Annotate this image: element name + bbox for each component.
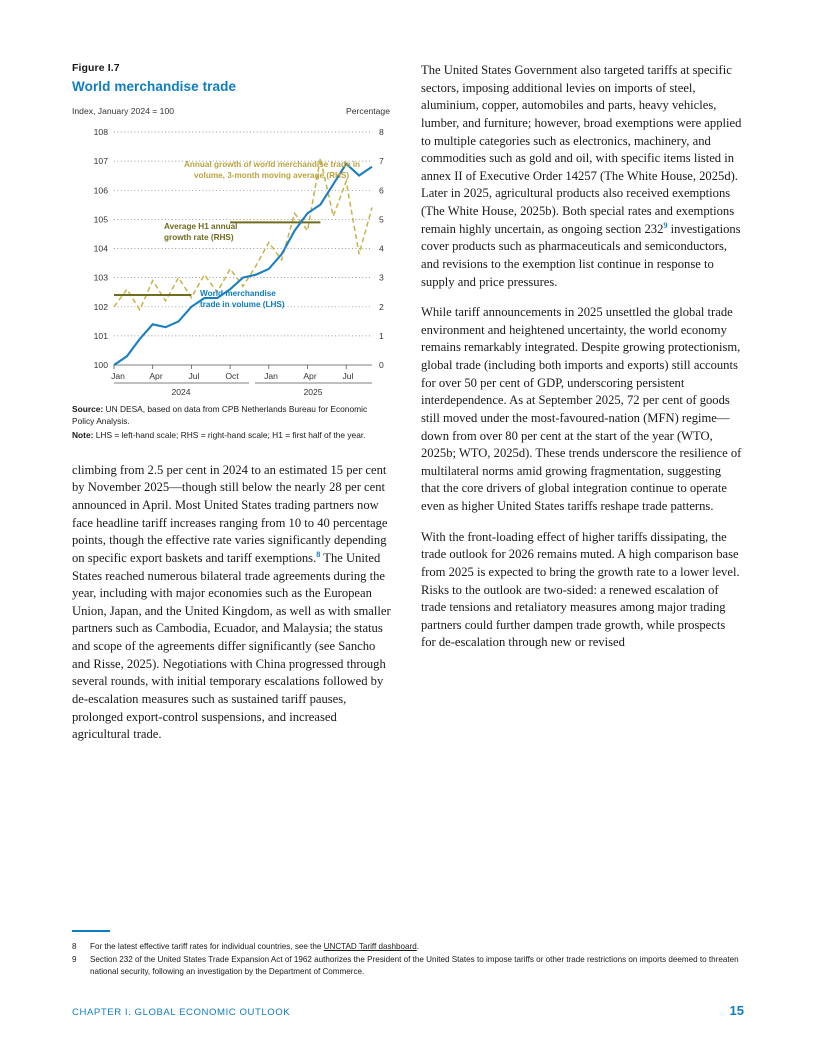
- paragraph-text-continued: investigations cover products such as pharmaceuticals and semiconductors, and revisions to the exemption list continue in response to supply and price pressures.: [421, 221, 741, 289]
- series-trade-volume: [114, 164, 372, 365]
- svg-text:108: 108: [93, 127, 108, 137]
- figure-note-text: LHS = left-hand scale; RHS = right-hand scale; H1 = first half of the year.: [93, 430, 366, 441]
- svg-text:0: 0: [379, 360, 384, 370]
- paragraph-text: The United States Government also targeted tariffs at specific sectors, imposing additional levies on imports of steel, aluminium, copper, automobiles and parts, heavy vehicles, lumber, and furniture; however, broad exemptions were applied to multiple categories such as electronics, machinery, and commodities such as gold and oil, with specific items listed in annex II of Executive Order 14257 (The White House, 2025d). Later in 2025, agricultural products also received exemptions (The White House, 2025b). Both special rates and exemptions remain highly uncertain, as ongoing section 232: [421, 63, 742, 236]
- annotation-h1-average: [164, 222, 237, 242]
- svg-text:106: 106: [93, 185, 108, 196]
- figure-chart: [72, 120, 394, 397]
- footnote-number: 9: [72, 955, 77, 965]
- paragraph: [421, 62, 743, 291]
- svg-text:2024: 2024: [171, 387, 191, 397]
- svg-text:102: 102: [93, 301, 108, 312]
- figure-source-text: UN DESA, based on data from CPB Netherlands Bureau for Economic Policy Analysis.: [72, 404, 368, 426]
- svg-text:Apr: Apr: [303, 371, 317, 381]
- left-column: [72, 62, 394, 757]
- svg-text:101: 101: [93, 330, 108, 341]
- svg-text:Average H1 annual: Average H1 annual: [164, 222, 238, 231]
- chart-y-left-ticks: [94, 127, 109, 370]
- footnote-divider: [72, 930, 110, 932]
- left-axis-caption: Index, January 2024 = 100: [72, 106, 175, 116]
- svg-text:2025: 2025: [303, 387, 323, 397]
- footnote-item: [72, 954, 744, 977]
- chart-y-right-ticks: [379, 127, 384, 370]
- figure-source-label: Source:: [72, 404, 104, 414]
- svg-text:1: 1: [379, 330, 384, 341]
- paragraph-text-continued: The United States reached numerous bilateral trade agreements during the year, including with major economies such as the European Union, Japan, and the United Kingdom, as well as with smaller partners such as Cambodia, Ecuador, and Malaysia; the status and scope of the agreements differ significantly (see Sancho and Risse, 2025). Negotiations with China progressed through several rounds, with initial temporary escalations followed by de-escalation measures such as sustained tariff pauses, prolonged export-control suspensions, and increased agricultural trade.: [72, 550, 391, 742]
- svg-text:Jan: Jan: [264, 371, 278, 381]
- svg-text:103: 103: [93, 272, 108, 283]
- figure-note: [72, 430, 390, 442]
- svg-text:105: 105: [93, 214, 108, 225]
- figure-axis-captions: [72, 106, 394, 118]
- footnote-number: 8: [72, 942, 77, 951]
- svg-text:growth rate (RHS): growth rate (RHS): [164, 233, 234, 242]
- page-footer: [72, 1003, 744, 1018]
- svg-text:8: 8: [379, 127, 384, 137]
- footer-chapter-title: CHAPTER I. GLOBAL ECONOMIC OUTLOOK: [72, 1007, 291, 1018]
- svg-text:4: 4: [379, 243, 384, 254]
- svg-text:100: 100: [93, 360, 108, 370]
- figure-title: World merchandise trade: [72, 79, 237, 94]
- svg-text:Jan: Jan: [111, 371, 125, 381]
- left-column-body: [72, 462, 394, 744]
- unctad-tariff-dashboard-link[interactable]: UNCTAD Tariff dashboard: [323, 942, 417, 951]
- svg-text:107: 107: [93, 156, 108, 167]
- svg-text:Oct: Oct: [225, 371, 239, 381]
- svg-text:104: 104: [93, 243, 108, 254]
- footnote-text: [90, 941, 744, 952]
- svg-text:Annual growth of world merchan: Annual growth of world merchandise trade in: [184, 160, 361, 169]
- chart-x-ticks: [111, 365, 354, 381]
- figure-label: Figure I.7: [72, 62, 120, 74]
- footer-page-number: 15: [729, 1003, 744, 1018]
- figure-source: [72, 404, 390, 427]
- svg-text:Jul: Jul: [188, 371, 200, 381]
- footnote-item: [72, 941, 744, 952]
- footnote-text-after: .: [416, 942, 420, 951]
- figure-note-label: Note:: [72, 430, 94, 441]
- annotation-annual-growth: [184, 160, 360, 180]
- footnote-ref-8[interactable]: 8: [316, 549, 321, 559]
- footnotes: [72, 930, 744, 979]
- footnote-text: Section 232 of the United States Trade Expansion Act of 1962 authorizes the President of the United States to impose tariffs or other trade restrictions on imports deemed to threaten national security, following an investigation by the Department of Commerce.: [90, 955, 739, 976]
- svg-text:6: 6: [379, 185, 384, 196]
- chart-svg: [72, 120, 394, 397]
- paragraph: [72, 462, 394, 744]
- figure-notes: [72, 404, 390, 442]
- footnote-ref-9[interactable]: 9: [663, 220, 668, 230]
- right-axis-caption: Percentage: [346, 106, 390, 116]
- svg-text:World merchandise: World merchandise: [200, 289, 276, 298]
- footnote-text-before: For the latest effective tariff rates for individual countries, see the: [90, 942, 324, 951]
- svg-text:3: 3: [379, 272, 384, 283]
- svg-text:trade in volume (LHS): trade in volume (LHS): [200, 300, 285, 309]
- right-column-body: [421, 62, 743, 652]
- svg-text:Apr: Apr: [149, 371, 163, 381]
- chart-year-groups: [114, 383, 372, 397]
- series-annual-growth: [114, 158, 372, 310]
- svg-text:5: 5: [379, 214, 384, 225]
- paragraph-text: climbing from 2.5 per cent in 2024 to an estimated 15 per cent by November 2025—though still below the nearly 28 per cent announced in April. Most United States trading partners now face headline tariff increases ranging from 10 to 40 percentage points, though the effective rate varies significantly depending on specific export baskets and tariff exemptions.: [72, 462, 388, 565]
- right-column: [421, 62, 743, 665]
- svg-text:2: 2: [379, 301, 384, 312]
- paragraph: With the front-loading effect of higher tariffs dissipating, the trade outlook for 2026 remains muted. A high comparison base from 2025 is expected to bring the growth rate to a lower level. Risks to the outlook are two-sided: a renewed escalation of trade tensions and retaliatory measures among major trading partners could further dampen trade growth, while prospects for de-escalation through new or revised: [421, 529, 740, 650]
- svg-text:volume, 3-month moving average: volume, 3-month moving average (RHS): [194, 171, 350, 180]
- svg-text:Jul: Jul: [342, 371, 354, 381]
- paragraph: While tariff announcements in 2025 unsettled the global trade environment and heightened uncertainty, the world economy remains remarkably integrated. Despite growing protectionism, global trade (including both imports and exports) still accounts for over 50 per cent of GDP, underscoring persistent interdependence. As at September 2025, 72 per cent of goods still moved under the most-favoured-nation (MFN) regime—down from over 80 per cent at the start of the year (WTO, 2025b; WTO, 2025d). These trends underscore the resilience of multilateral norms amid growing fragmentation, suggesting that the core drivers of global integration continue to operate even as higher United States tariffs reshape trade patterns.: [421, 305, 742, 513]
- svg-text:7: 7: [379, 156, 384, 167]
